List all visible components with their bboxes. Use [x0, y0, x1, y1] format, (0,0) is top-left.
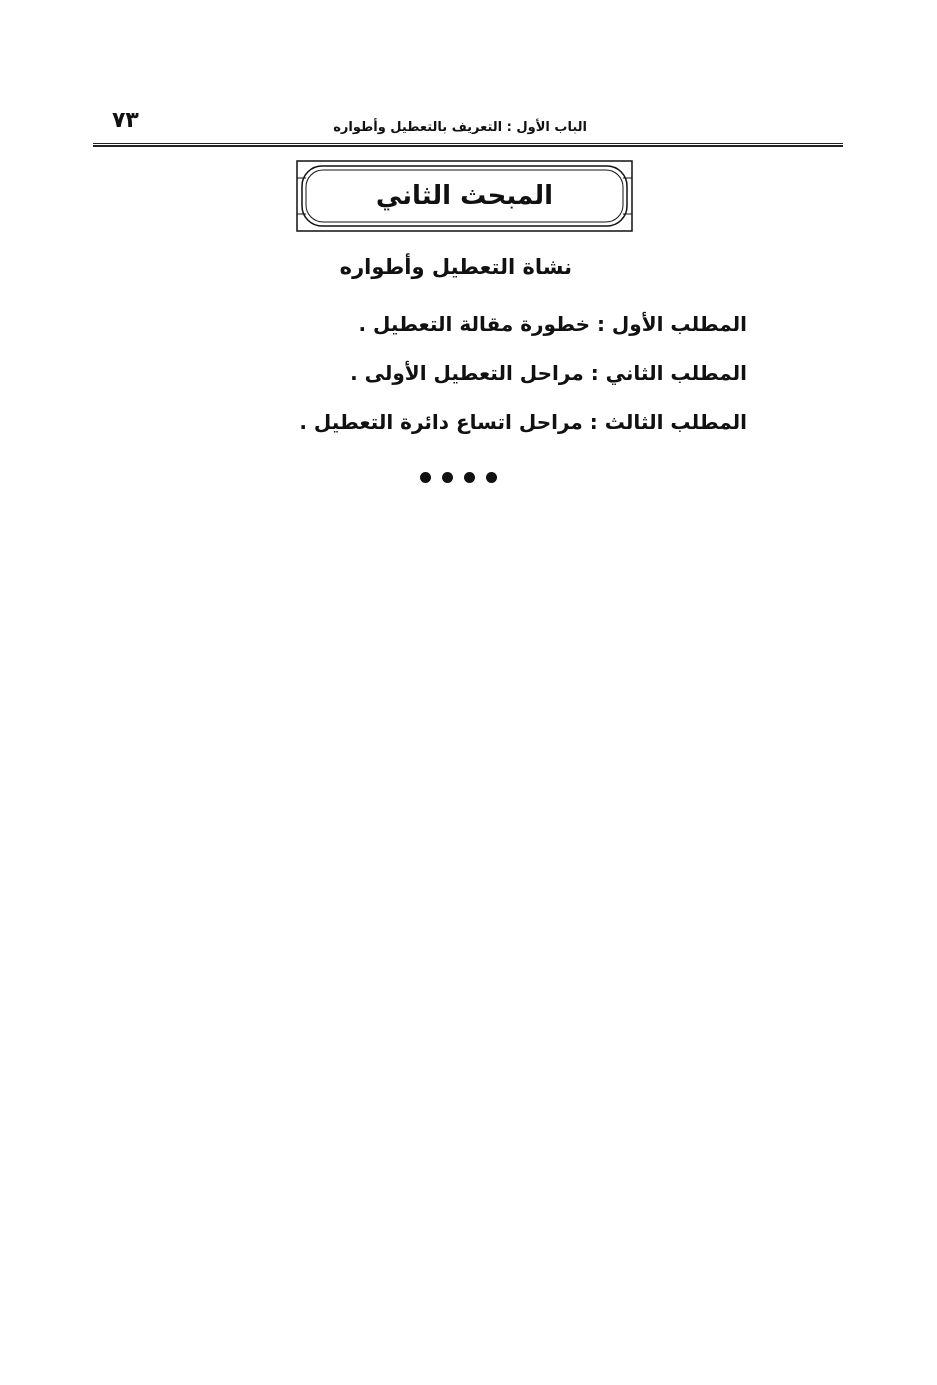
- separator-dots: [420, 472, 497, 483]
- dot-icon: [442, 472, 453, 483]
- section-subtitle: نشاة التعطيل وأطواره: [339, 255, 572, 279]
- section-title: المبحث الثاني: [375, 181, 554, 211]
- toc-list: [299, 308, 747, 455]
- toc-item-second: المطلب الثاني : مراحل التعطيل الأولى .: [350, 361, 747, 385]
- dot-icon: [464, 472, 475, 483]
- toc-item-first: المطلب الأول : خطورة مقالة التعطيل .: [358, 312, 747, 336]
- toc-item-third: المطلب الثالث : مراحل اتساع دائرة التعطيل .: [299, 410, 747, 434]
- running-header: الباب الأول : التعريف بالتعطيل وأطواره: [333, 120, 587, 135]
- dot-icon: [420, 472, 431, 483]
- header-rule: [93, 143, 843, 147]
- dot-icon: [486, 472, 497, 483]
- section-title-frame: [296, 160, 633, 232]
- page-number: ٧٣: [112, 108, 139, 133]
